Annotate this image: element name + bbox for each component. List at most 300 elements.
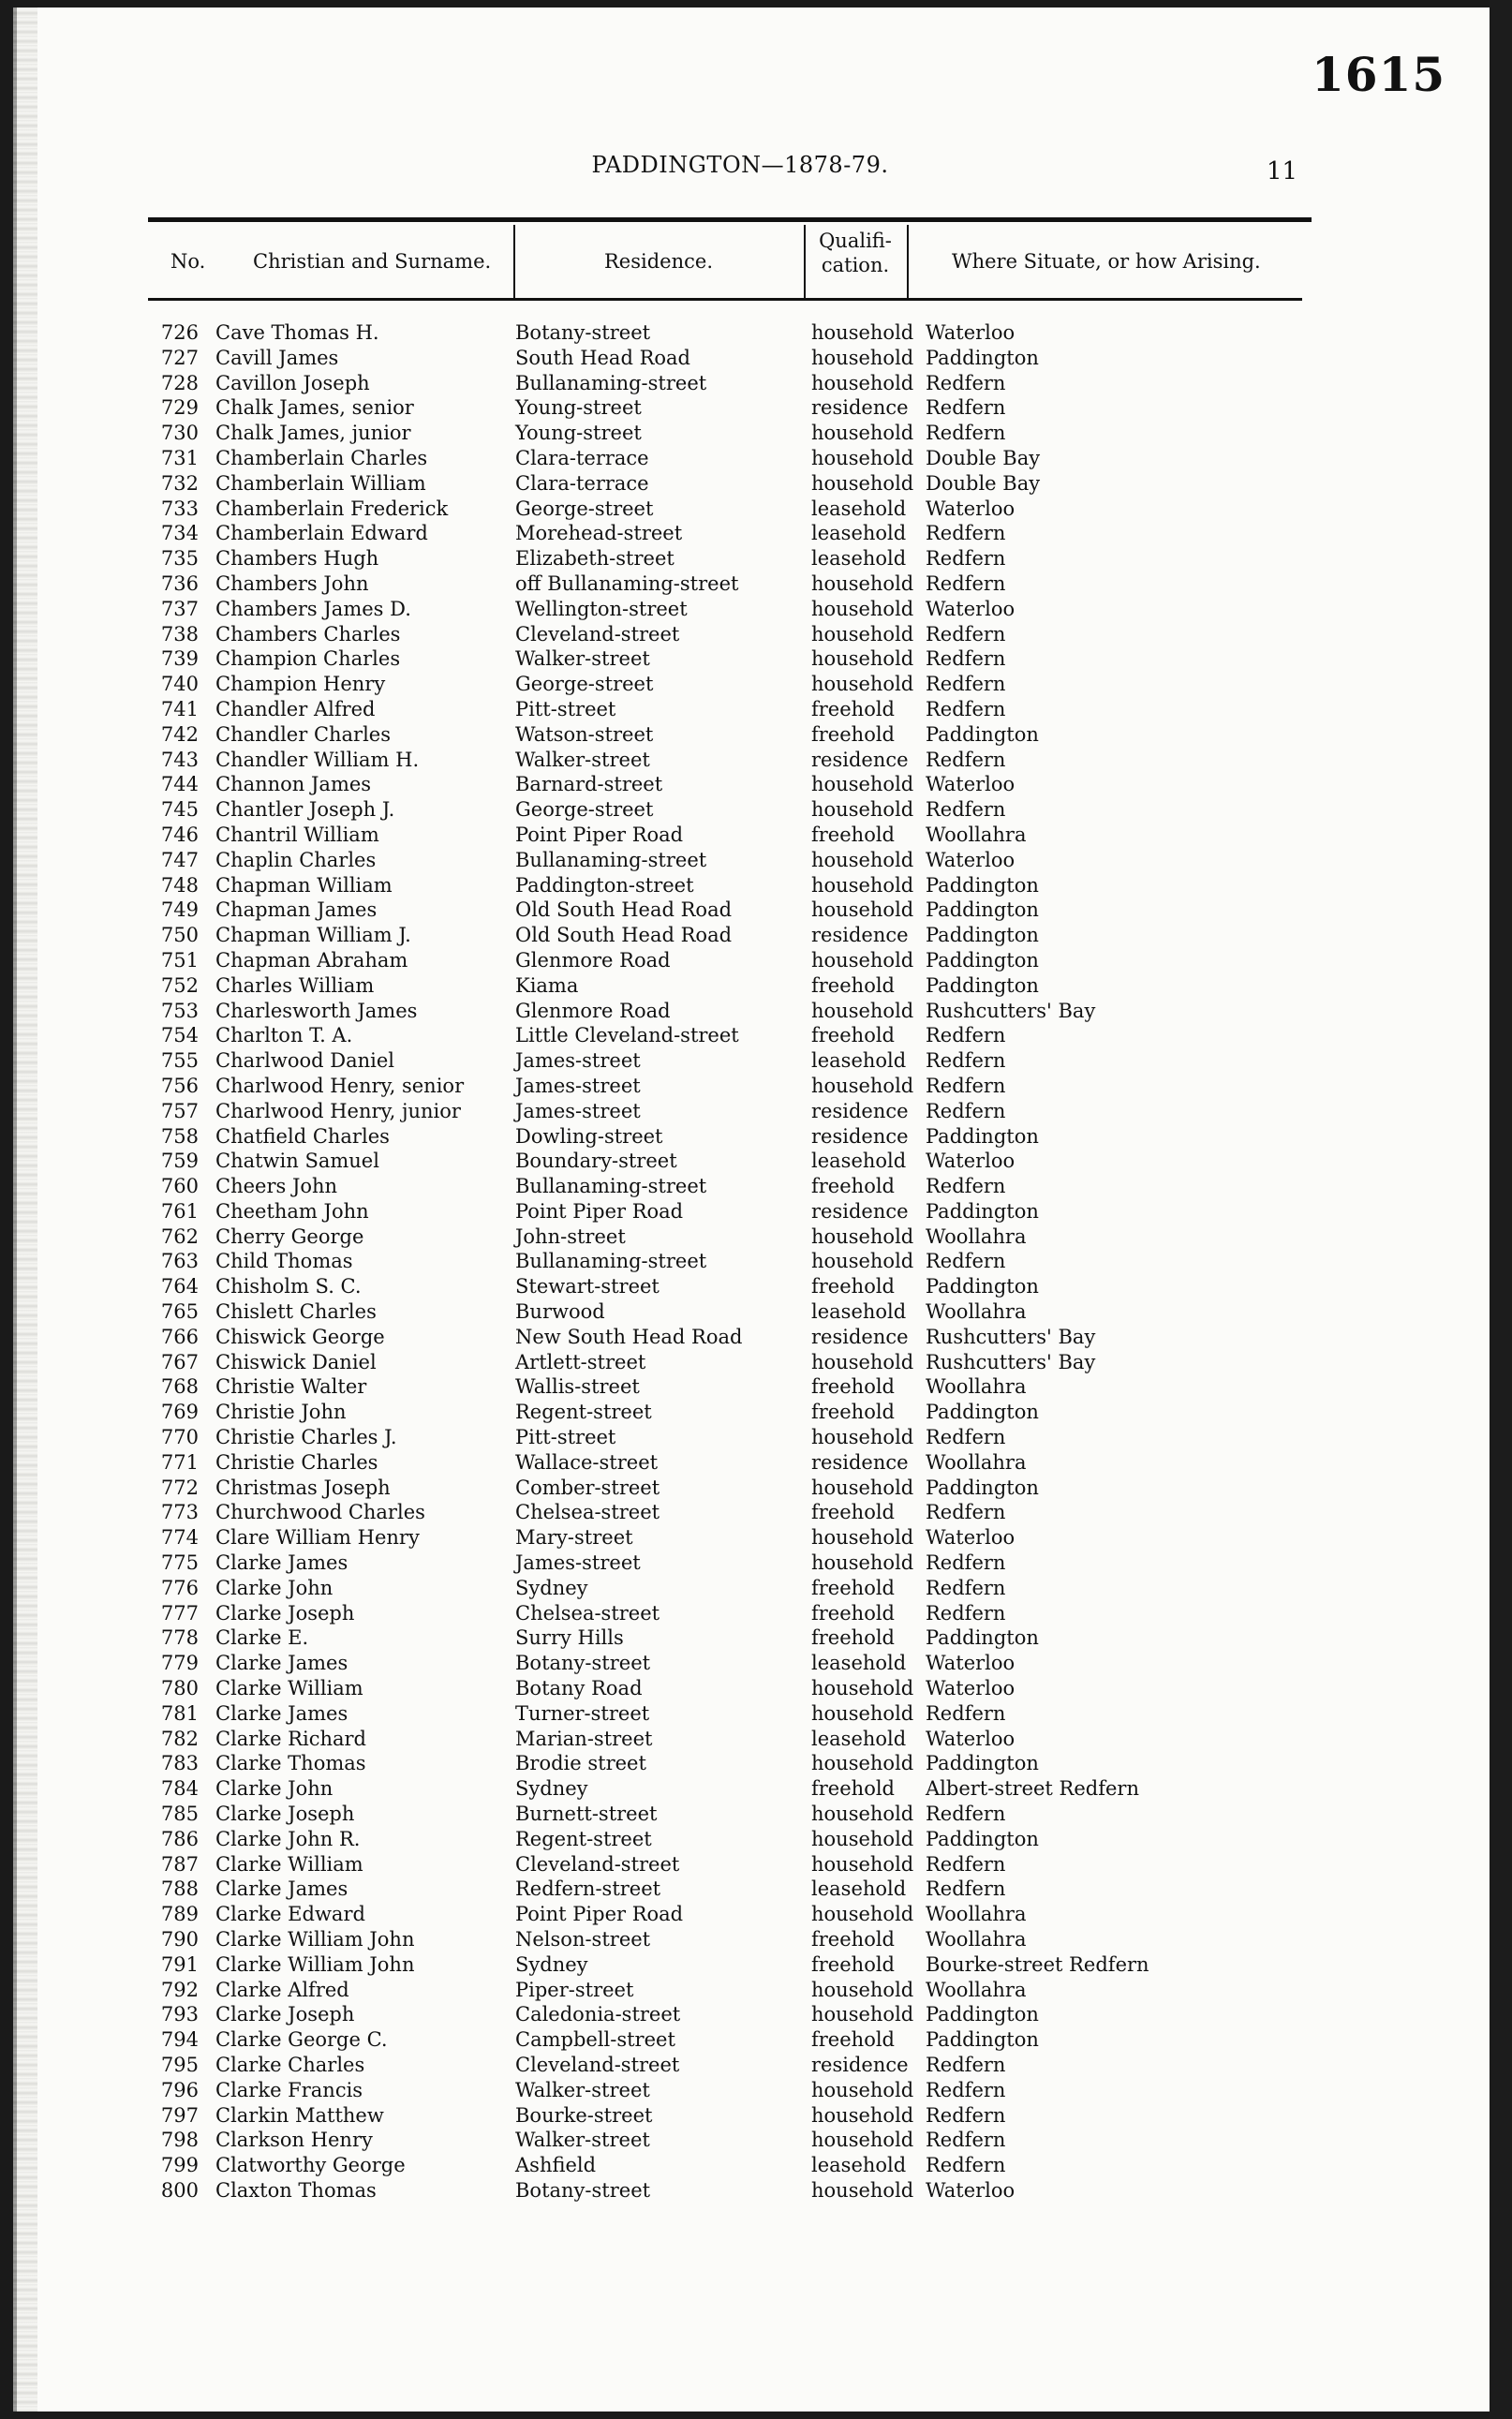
cell-name: Christie Walter — [215, 1375, 367, 1399]
cell-no: 783 — [160, 1752, 199, 1775]
cell-no: 769 — [160, 1401, 199, 1424]
cell-no: 791 — [160, 1952, 199, 1976]
cell-name: Chiswick Daniel — [215, 1350, 377, 1373]
cell-no: 728 — [160, 371, 199, 394]
cell-residence: Pitt-street — [515, 697, 616, 720]
cell-where: Woollahra — [926, 1450, 1027, 1474]
cell-residence: Caledonia-street — [515, 2003, 681, 2026]
cell-residence: Walker-street — [515, 647, 650, 671]
cell-name: Charlton T. A. — [215, 1024, 353, 1047]
cell-qualification: leasehold — [811, 1049, 907, 1073]
cell-no: 754 — [160, 1024, 199, 1047]
cell-name: Cheetham John — [215, 1199, 369, 1223]
cell-residence: Watson-street — [515, 722, 654, 746]
table-row — [0, 973, 1480, 999]
table-row — [0, 1827, 1480, 1852]
cell-no: 746 — [160, 823, 199, 846]
cell-residence: Mary-street — [515, 1526, 633, 1550]
cell-no: 778 — [160, 1626, 199, 1650]
page-number: 11 — [1267, 157, 1298, 186]
cell-name: Clatworthy George — [215, 2154, 406, 2177]
cell-where: Redfern — [926, 2103, 1006, 2127]
cell-where: Woollahra — [926, 1928, 1027, 1951]
cell-no: 742 — [160, 722, 199, 746]
table-row — [0, 622, 1480, 647]
cell-where: Woollahra — [926, 1224, 1027, 1248]
cell-qualification: household — [811, 1752, 914, 1775]
table-row — [0, 1727, 1480, 1752]
cell-where: Redfern — [926, 1803, 1006, 1826]
cell-name: Chatwin Samuel — [215, 1150, 379, 1173]
cell-residence: off Bullanaming-street — [515, 571, 739, 595]
cell-residence: Chelsea-street — [515, 1601, 660, 1625]
cell-where: Redfern — [926, 697, 1006, 720]
cell-qualification: household — [811, 446, 914, 469]
table-row — [0, 999, 1480, 1024]
cell-name: Christie John — [215, 1401, 347, 1424]
cell-no: 730 — [160, 422, 199, 445]
cell-name: Chislett Charles — [215, 1300, 377, 1324]
cell-qualification: household — [811, 1701, 914, 1725]
cell-residence: Botany-street — [515, 1652, 651, 1675]
table-row — [0, 1625, 1480, 1651]
cell-residence: Paddington-street — [515, 873, 694, 897]
cell-where: Double Bay — [926, 446, 1041, 469]
scan-border — [1490, 0, 1512, 2419]
cell-qualification: household — [811, 898, 914, 922]
cell-qualification: freehold — [811, 1928, 895, 1951]
table-row — [0, 1274, 1480, 1299]
cell-where: Paddington — [926, 1827, 1039, 1850]
cell-where: Redfern — [926, 547, 1006, 571]
cell-qualification: household — [811, 321, 914, 344]
cell-qualification: household — [811, 1551, 914, 1575]
cell-name: Chambers Hugh — [215, 547, 379, 571]
cell-where: Paddington — [926, 948, 1039, 972]
table-row — [0, 2128, 1480, 2153]
cell-no: 777 — [160, 1601, 199, 1625]
table-row — [0, 497, 1480, 522]
cell-no: 794 — [160, 2028, 199, 2052]
cell-qualification: freehold — [811, 1777, 895, 1801]
cell-qualification: residence — [811, 748, 909, 771]
cell-qualification: freehold — [811, 1501, 895, 1524]
cell-name: Chandler Charles — [215, 722, 392, 746]
cell-name: Clarke James — [215, 1652, 348, 1675]
cell-residence: Elizabeth-street — [515, 547, 674, 571]
cell-residence: Cleveland-street — [515, 2053, 680, 2076]
cell-residence: Sydney — [515, 1777, 588, 1801]
cell-residence: Burnett-street — [515, 1803, 658, 1826]
cell-residence: Sydney — [515, 1952, 588, 1976]
table-row — [0, 1651, 1480, 1676]
cell-no: 749 — [160, 898, 199, 922]
column-header-qualification — [804, 229, 907, 277]
table-row — [0, 1149, 1480, 1174]
cell-where: Waterloo — [926, 497, 1015, 520]
cell-qualification: freehold — [811, 823, 895, 846]
cell-residence: Botany-street — [515, 2178, 651, 2202]
cell-residence: Brodie street — [515, 1752, 646, 1775]
cell-qualification: residence — [811, 1325, 909, 1348]
cell-no: 727 — [160, 346, 199, 369]
cell-qualification: household — [811, 571, 914, 595]
cell-residence: George-street — [515, 798, 654, 822]
cell-no: 760 — [160, 1175, 199, 1198]
cell-qualification: household — [811, 471, 914, 495]
cell-no: 773 — [160, 1501, 199, 1524]
cell-where: Paddington — [926, 1752, 1039, 1775]
cell-qualification: household — [811, 1250, 914, 1273]
cell-no: 766 — [160, 1325, 199, 1348]
cell-residence: New South Head Road — [515, 1325, 743, 1348]
cell-name: Clarke Charles — [215, 2053, 365, 2076]
table-row — [0, 923, 1480, 948]
table-row — [0, 1199, 1480, 1224]
cell-name: Charlwood Daniel — [215, 1049, 394, 1073]
cell-name: Charlwood Henry, junior — [215, 1099, 461, 1122]
cell-where: Redfern — [926, 571, 1006, 595]
cell-where: Woollahra — [926, 823, 1027, 846]
cell-no: 735 — [160, 547, 199, 571]
table-row — [0, 1124, 1480, 1150]
cell-name: Cherry George — [215, 1224, 364, 1248]
table-row — [0, 1048, 1480, 1074]
table-row — [0, 1978, 1480, 2003]
cell-name: Chamberlain William — [215, 471, 426, 495]
cell-residence: Regent-street — [515, 1401, 652, 1424]
table-row — [0, 346, 1480, 371]
cell-name: Chaplin Charles — [215, 848, 377, 871]
cell-name: Cavill James — [215, 346, 339, 369]
cell-name: Clarke Joseph — [215, 2003, 355, 2026]
cell-name: Chamberlain Frederick — [215, 497, 449, 520]
table-row — [0, 446, 1480, 471]
cell-residence: Wellington-street — [515, 597, 688, 620]
cell-where: Redfern — [926, 522, 1006, 545]
cell-residence: Bullanaming-street — [515, 1250, 707, 1273]
cell-qualification: leasehold — [811, 1727, 907, 1750]
cell-name: Christie Charles J. — [215, 1426, 397, 1449]
table-row — [0, 1952, 1480, 1978]
cell-name: Clarke Edward — [215, 1903, 365, 1926]
cell-where: Redfern — [926, 1175, 1006, 1198]
cell-no: 785 — [160, 1803, 199, 1826]
cell-qualification: leasehold — [811, 1877, 907, 1901]
cell-no: 733 — [160, 497, 199, 520]
cell-name: Chapman James — [215, 898, 378, 922]
cell-residence: Old South Head Road — [515, 898, 733, 922]
cell-where: Bourke-street Redfern — [926, 1952, 1149, 1976]
cell-residence: Glenmore Road — [515, 999, 671, 1022]
cell-no: 797 — [160, 2103, 199, 2127]
cell-name: Clarke Francis — [215, 2078, 363, 2101]
cell-name: Clarke William John — [215, 1928, 415, 1951]
cell-qualification: household — [811, 1074, 914, 1097]
cell-residence: George-street — [515, 497, 654, 520]
cell-name: Chapman William — [215, 873, 393, 897]
cell-residence: Turner-street — [515, 1701, 650, 1725]
cell-no: 796 — [160, 2078, 199, 2101]
cell-residence: George-street — [515, 673, 654, 696]
cell-residence: Walker-street — [515, 2129, 650, 2152]
cell-no: 753 — [160, 999, 199, 1022]
cell-where: Woollahra — [926, 1978, 1027, 2001]
cell-where: Paddington — [926, 722, 1039, 746]
cell-qualification: freehold — [811, 1626, 895, 1650]
cell-qualification: household — [811, 999, 914, 1022]
table-row — [0, 571, 1480, 597]
cell-residence: Point Piper Road — [515, 1199, 684, 1223]
cell-name: Claxton Thomas — [215, 2178, 377, 2202]
cell-qualification: leasehold — [811, 497, 907, 520]
cell-residence: Clara-terrace — [515, 471, 649, 495]
cell-residence: Boundary-street — [515, 1150, 677, 1173]
table-row — [0, 2153, 1480, 2178]
cell-residence: Nelson-street — [515, 1928, 651, 1951]
cell-qualification: residence — [811, 2053, 909, 2076]
cell-where: Redfern — [926, 2129, 1006, 2152]
cell-residence: James-street — [515, 1551, 641, 1575]
cell-residence: Point Piper Road — [515, 823, 684, 846]
cell-no: 775 — [160, 1551, 199, 1575]
cell-no: 799 — [160, 2154, 199, 2177]
cell-residence: South Head Road — [515, 346, 690, 369]
cell-residence: Point Piper Road — [515, 1903, 684, 1926]
cell-qualification: household — [811, 1426, 914, 1449]
cell-no: 770 — [160, 1426, 199, 1449]
cell-qualification: freehold — [811, 1024, 895, 1047]
cell-no: 774 — [160, 1526, 199, 1550]
cell-no: 759 — [160, 1150, 199, 1173]
cell-where: Redfern — [926, 1024, 1006, 1047]
cell-where: Rushcutters' Bay — [926, 1350, 1096, 1373]
cell-where: Redfern — [926, 1426, 1006, 1449]
table-row — [0, 1224, 1480, 1250]
cell-name: Clarke Joseph — [215, 1803, 355, 1826]
cell-no: 751 — [160, 948, 199, 972]
cell-residence: Stewart-street — [515, 1275, 660, 1299]
table-row — [0, 2178, 1480, 2204]
cell-name: Clarke James — [215, 1877, 348, 1901]
cell-qualification: freehold — [811, 2028, 895, 2052]
table-header-rule — [148, 298, 1302, 301]
table-row — [0, 1525, 1480, 1551]
cell-where: Redfern — [926, 1877, 1006, 1901]
cell-no: 771 — [160, 1450, 199, 1474]
cell-residence: James-street — [515, 1049, 641, 1073]
cell-where: Redfern — [926, 622, 1006, 646]
cell-qualification: freehold — [811, 697, 895, 720]
cell-qualification: leasehold — [811, 547, 907, 571]
cell-no: 755 — [160, 1049, 199, 1073]
cell-residence: Piper-street — [515, 1978, 634, 2001]
table-row — [0, 2027, 1480, 2053]
page-stamp: 1615 — [1312, 47, 1446, 102]
table-row — [0, 1374, 1480, 1400]
table-row — [0, 848, 1480, 873]
table-row — [0, 546, 1480, 571]
table-row — [0, 772, 1480, 797]
column-header-qualification-line2: cation. — [821, 254, 890, 276]
cell-name: Clarke William John — [215, 1952, 415, 1976]
cell-qualification: leasehold — [811, 2154, 907, 2177]
cell-qualification: household — [811, 1677, 914, 1700]
cell-qualification: household — [811, 798, 914, 822]
cell-residence: Botany-street — [515, 321, 651, 344]
cell-name: Child Thomas — [215, 1250, 353, 1273]
cell-residence: Redfern-street — [515, 1877, 661, 1901]
cell-name: Clarke John — [215, 1777, 334, 1801]
cell-name: Chalk James, senior — [215, 396, 414, 420]
cell-name: Clarke James — [215, 1701, 348, 1725]
cell-where: Redfern — [926, 1852, 1006, 1876]
cell-name: Clarke Alfred — [215, 1978, 349, 2001]
cell-where: Paddington — [926, 898, 1039, 922]
cell-residence: Little Cleveland-street — [515, 1024, 739, 1047]
cell-no: 757 — [160, 1099, 199, 1122]
cell-qualification: household — [811, 2129, 914, 2152]
cell-where: Redfern — [926, 647, 1006, 671]
cell-qualification: residence — [811, 924, 909, 947]
cell-no: 772 — [160, 1476, 199, 1499]
column-header-where: Where Situate, or how Arising. — [952, 250, 1261, 273]
cell-no: 798 — [160, 2129, 199, 2152]
table-row — [0, 1325, 1480, 1350]
cell-name: Christmas Joseph — [215, 1476, 391, 1499]
cell-name: Clarke E. — [215, 1626, 309, 1650]
table-row — [0, 421, 1480, 446]
cell-no: 747 — [160, 848, 199, 871]
cell-qualification: household — [811, 848, 914, 871]
cell-no: 743 — [160, 748, 199, 771]
column-header-name: Christian and Surname. — [253, 250, 492, 273]
cell-residence: Bullanaming-street — [515, 371, 707, 394]
cell-no: 776 — [160, 1576, 199, 1599]
cell-residence: Young-street — [515, 396, 642, 420]
cell-where: Paddington — [926, 873, 1039, 897]
cell-qualification: leasehold — [811, 1652, 907, 1675]
cell-residence: Glenmore Road — [515, 948, 671, 972]
cell-residence: Barnard-street — [515, 773, 663, 796]
cell-name: Clarke William — [215, 1852, 363, 1876]
cell-qualification: household — [811, 647, 914, 671]
cell-where: Waterloo — [926, 1526, 1015, 1550]
cell-where: Waterloo — [926, 773, 1015, 796]
table-row — [0, 1701, 1480, 1727]
table-row — [0, 371, 1480, 396]
cell-name: Chambers John — [215, 571, 369, 595]
cell-no: 779 — [160, 1652, 199, 1675]
cell-qualification: household — [811, 1350, 914, 1373]
cell-residence: Comber-street — [515, 1476, 660, 1499]
cell-no: 758 — [160, 1124, 199, 1148]
cell-name: Channon James — [215, 773, 372, 796]
cell-no: 734 — [160, 522, 199, 545]
cell-no: 740 — [160, 673, 199, 696]
table-row — [0, 748, 1480, 773]
cell-no: 790 — [160, 1928, 199, 1951]
column-separator — [907, 225, 909, 298]
cell-no: 793 — [160, 2003, 199, 2026]
cell-where: Waterloo — [926, 1677, 1015, 1700]
cell-name: Chambers James D. — [215, 597, 411, 620]
cell-qualification: household — [811, 1803, 914, 1826]
table-row — [0, 1601, 1480, 1626]
cell-where: Waterloo — [926, 1150, 1015, 1173]
cell-name: Charlwood Henry, senior — [215, 1074, 465, 1097]
cell-name: Chantril William — [215, 823, 379, 846]
cell-residence: James-street — [515, 1099, 641, 1122]
cell-no: 765 — [160, 1300, 199, 1324]
cell-no: 726 — [160, 321, 199, 344]
cell-where: Paddington — [926, 2003, 1039, 2026]
cell-where: Paddington — [926, 1275, 1039, 1299]
table-row — [0, 2103, 1480, 2129]
cell-residence: Regent-street — [515, 1827, 652, 1850]
table-row — [0, 395, 1480, 421]
table-row — [0, 320, 1480, 346]
cell-residence: Chelsea-street — [515, 1501, 660, 1524]
cell-name: Clarke William — [215, 1677, 363, 1700]
cell-no: 789 — [160, 1903, 199, 1926]
cell-no: 756 — [160, 1074, 199, 1097]
cell-name: Clarke George C. — [215, 2028, 388, 2052]
cell-where: Redfern — [926, 1601, 1006, 1625]
cell-no: 741 — [160, 697, 199, 720]
cell-name: Cheers John — [215, 1175, 338, 1198]
cell-no: 795 — [160, 2053, 199, 2076]
cell-name: Clarke Thomas — [215, 1752, 366, 1775]
table-row — [0, 797, 1480, 823]
cell-no: 800 — [160, 2178, 199, 2202]
cell-residence: Cleveland-street — [515, 1852, 680, 1876]
cell-where: Rushcutters' Bay — [926, 999, 1096, 1022]
table-row — [0, 1676, 1480, 1701]
column-header-residence: Residence. — [604, 250, 713, 273]
table-row — [0, 1450, 1480, 1476]
cell-no: 752 — [160, 973, 199, 997]
cell-name: Clarke John — [215, 1576, 334, 1599]
cell-residence: Pitt-street — [515, 1426, 616, 1449]
cell-where: Waterloo — [926, 1652, 1015, 1675]
cell-residence: Marian-street — [515, 1727, 653, 1750]
cell-residence: Campbell-street — [515, 2028, 675, 2052]
cell-no: 731 — [160, 446, 199, 469]
cell-qualification: household — [811, 673, 914, 696]
cell-name: Chisholm S. C. — [215, 1275, 362, 1299]
table-row — [0, 1927, 1480, 1952]
table-row — [0, 722, 1480, 748]
cell-where: Redfern — [926, 371, 1006, 394]
cell-name: Clarkin Matthew — [215, 2103, 384, 2127]
cell-where: Woollahra — [926, 1375, 1027, 1399]
cell-qualification: household — [811, 2103, 914, 2127]
table-row — [0, 873, 1480, 898]
cell-where: Redfern — [926, 1551, 1006, 1575]
cell-name: Clarke Richard — [215, 1727, 366, 1750]
table-row — [0, 2053, 1480, 2078]
cell-qualification: leasehold — [811, 522, 907, 545]
cell-name: Clare William Henry — [215, 1526, 420, 1550]
cell-no: 787 — [160, 1852, 199, 1876]
table-row — [0, 1249, 1480, 1274]
cell-residence: Morehead-street — [515, 522, 683, 545]
cell-qualification: freehold — [811, 722, 895, 746]
table-row — [0, 1074, 1480, 1099]
cell-name: Chiswick George — [215, 1325, 385, 1348]
cell-where: Redfern — [926, 422, 1006, 445]
